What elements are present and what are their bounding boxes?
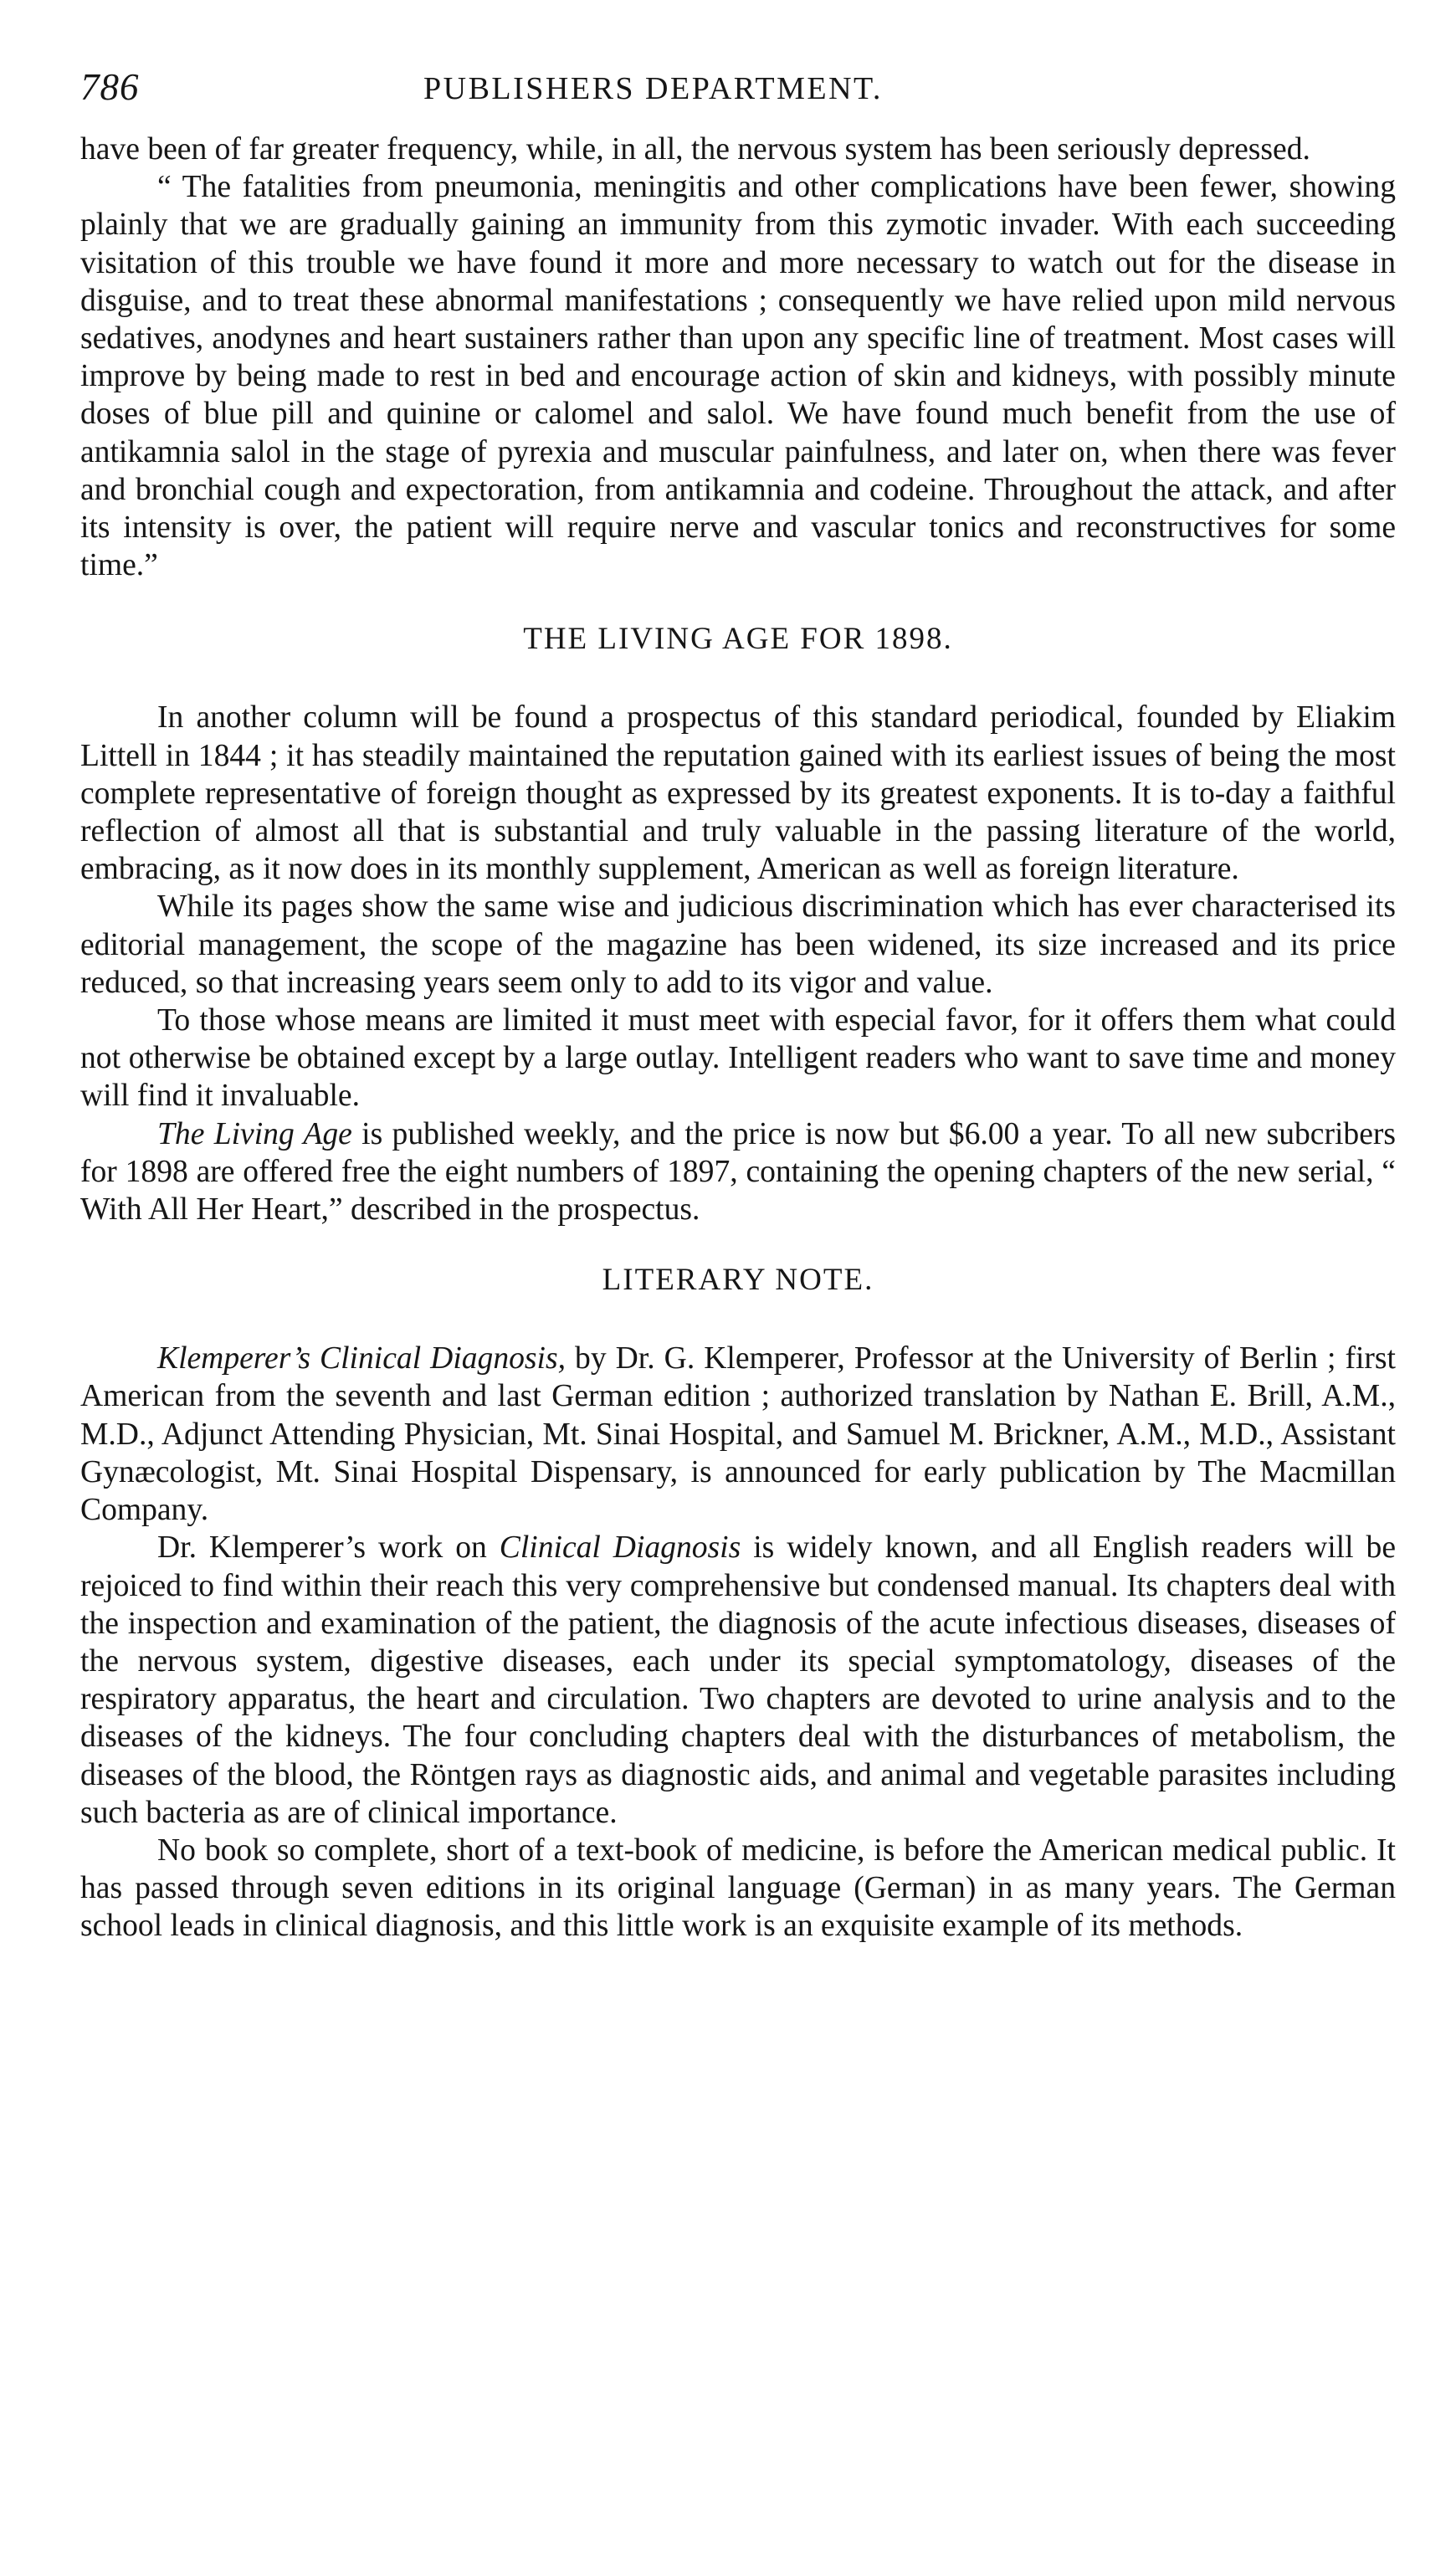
living-age-paragraph-4 — [80, 1115, 1396, 1229]
living-age-paragraph-3: To those whose means are limited it must meet with especial favor, for it offers them what could not otherwise be obtained except by a large outlay. Intelligent readers who want to save time and money will find it invaluable. — [80, 1003, 1396, 1114]
living-age-paragraph-1: In another column will be found a prospectus of this standard periodical, founded by Eliakim Littell in 1844 ; it has steadily maintained the reputation gained with its earliest issues of being the most complete representative of foreign thought as expressed by its greatest exponents. It is to-day a faithful reflection of almost all that is substantial and truly valuable in the passing literature of the world, embracing, as it now does in its monthly supplement, American as well as foreign literature. — [80, 700, 1396, 887]
page — [80, 65, 1396, 1945]
continuation-paragraph-2: “ The fatalities from pneumonia, meningitis and other complications have been fewer, showing plainly that we are gradually gaining an immunity from this zymotic invader. With each succeeding visitation of this trouble we have found it more and more necessary to watch out for the disease in disguise, and to treat these abnormal manifestations ; consequently we have relied upon mild nervous sedatives, anodynes and heart sustainers rather than upon any specific line of treatment. Most cases will improve by being made to rest in bed and encourage action of skin and kidneys, with possibly minute doses of blue pill and quinine or calomel and salol. We have found much benefit from the use of antikamnia salol in the stage of pyrexia and muscular painfulness, and later on, when there was fever and bronchial cough and expectoration, from antikamnia and codeine. Throughout the attack, and after its intensity is over, the patient will require nerve and vascular tonics and reconstructives for some time.” — [80, 170, 1396, 583]
running-head-title: PUBLISHERS DEPARTMENT. — [423, 71, 883, 106]
literary-note-paragraph-1 — [80, 1340, 1396, 1529]
literary-note-paragraph-2-text: is widely known, and all English readers will be rejoiced to find within their reach this very comprehensive but condensed manual. Its chapters deal with the inspection and examination of the patient, the diagnosis of the acute infectious diseases, diseases of the nervous system, digestive diseases, each under its special symptomatology, diseases of the respiratory apparatus, the heart and circulation. Two chapters are devoted to urine analysis and to the diseases of the kidneys. The four concluding chapters deal with the disturbances of metabolism, the diseases of the blood, the Röntgen rays as diagnostic aids, and animal and vegetable parasites including such bacteria as are of clinical importance. — [80, 1530, 1396, 1830]
continuation-paragraph-1: have been of far greater frequency, while, in all, the nervous system has been seriously depressed. — [80, 132, 1310, 167]
living-age-paragraph-4-text: is published weekly, and the price is now but $6.00 a year. To all new subcribers for 1898 are offered free the eight numbers of 1897, containing the opening chapters of the new serial, “ With All Her Heart,” described in the prospectus. — [80, 1116, 1397, 1228]
living-age-paragraph-2: While its pages show the same wise and judicious discrimination which has ever characterised its editorial management, the scope of the magazine has been widened, its size increased and its price reduced, so that increasing years seem only to add to its vigor and value. — [80, 889, 1396, 1000]
literary-note-paragraph-1-text: by Dr. G. Klemperer, Professor at the University of Berlin ; first American from the seventh and last German edition ; authorized translation by Nathan E. Brill, A.M., M.D., Adjunct Attending Physician, Mt. Sinai Hospital, and Samuel M. Brickner, A.M., M.D., Assistant Gynæcologist, Mt. Sinai Hospital Dispensary, is announced for early publication by The Macmillan Company. — [80, 1341, 1396, 1528]
literary-note-paragraph-2-lead: Dr. Klemperer’s work on — [157, 1530, 500, 1566]
literary-note-heading: LITERARY NOTE. — [602, 1263, 874, 1298]
klemperer-title-italic: Klemperer’s Clinical Diagnosis, — [157, 1341, 566, 1376]
literary-note-paragraph-3: No book so complete, short of a text-book of medicine, is before the American medical public. It has passed through seven editions in its original language (German) in as many years. The German school leads in clinical diagnosis, and this little work is an exquisite example of its methods. — [80, 1832, 1396, 1944]
literary-note-paragraph-2 — [80, 1529, 1396, 1832]
running-head — [80, 65, 1396, 117]
living-age-heading: THE LIVING AGE FOR 1898. — [523, 622, 953, 657]
clinical-diagnosis-title-italic: Clinical Diagnosis — [499, 1530, 741, 1566]
living-age-title-italic: The Living Age — [157, 1116, 352, 1151]
page-number: 786 — [80, 66, 140, 108]
